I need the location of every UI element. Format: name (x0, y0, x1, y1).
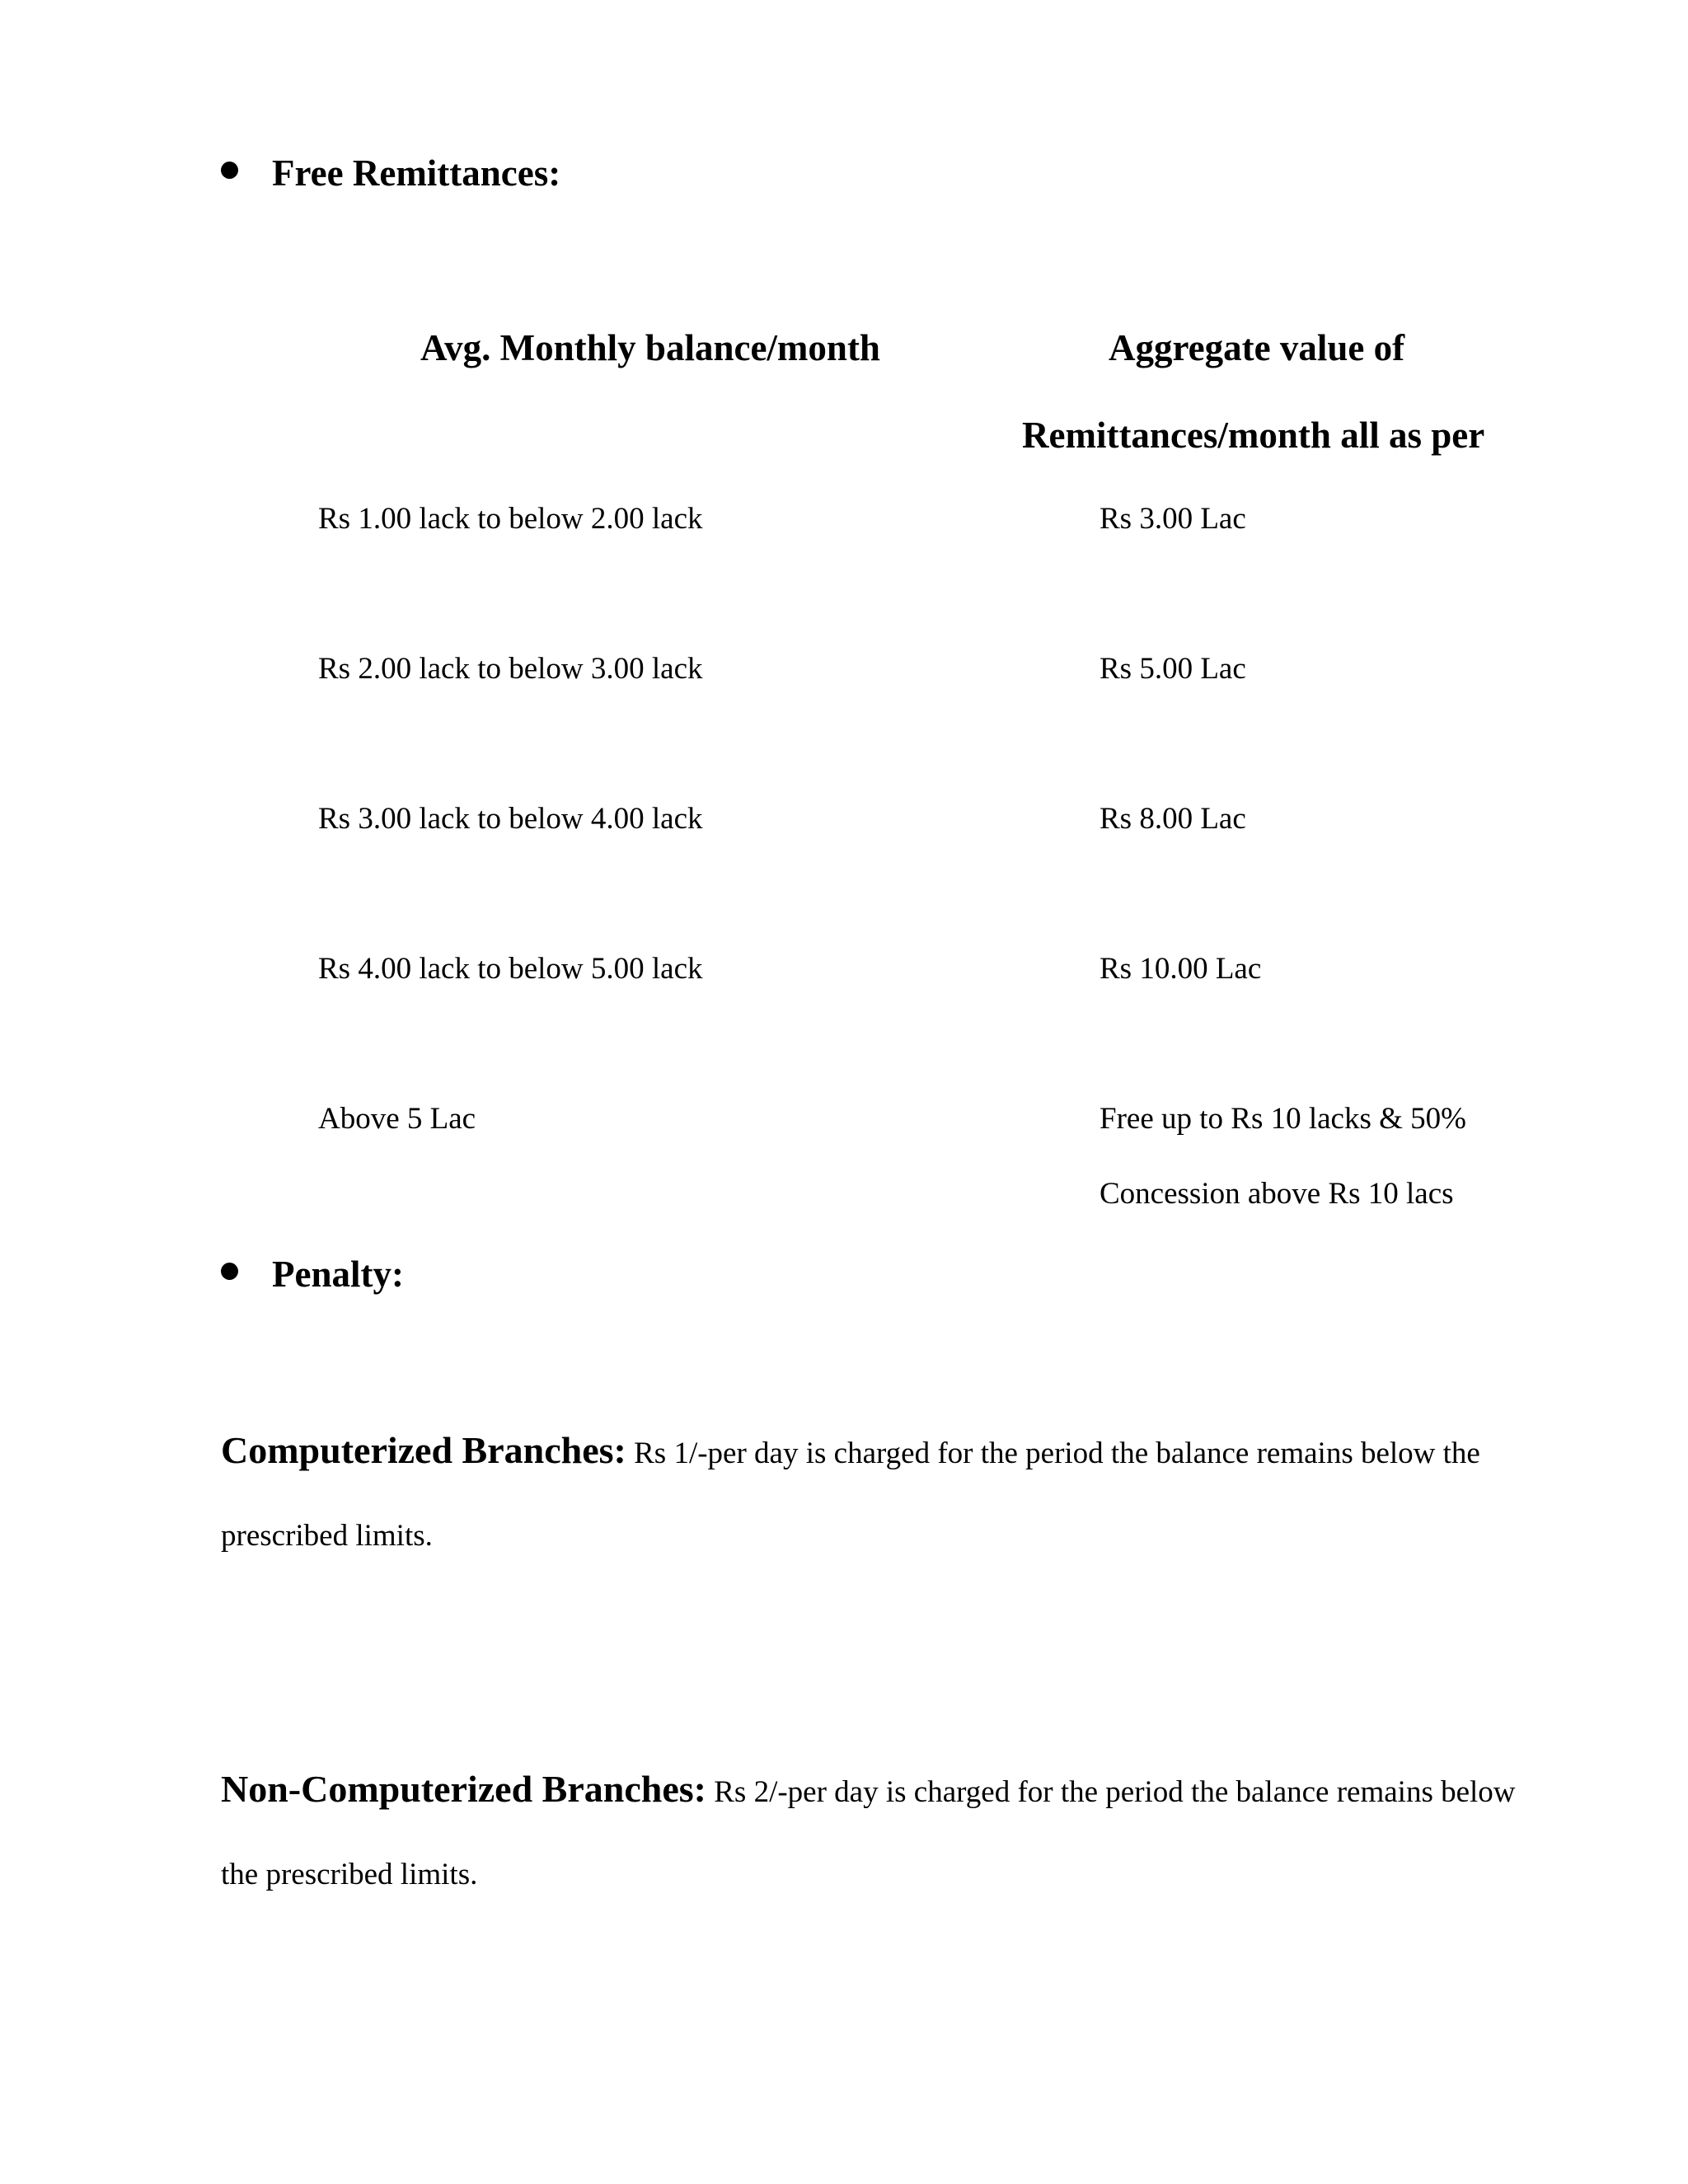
balance-cell: Rs 3.00 lack to below 4.00 lack (318, 802, 703, 836)
penalty-heading-text: Penalty: (272, 1254, 404, 1295)
balance-cell: Above 5 Lac (318, 1102, 476, 1136)
value-cell: Rs 3.00 Lac (1100, 502, 1246, 536)
value-cell: Rs 8.00 Lac (1100, 802, 1246, 836)
non-computerized-branches-label: Non-Computerized Branches: (221, 1768, 706, 1810)
bullet-icon (221, 162, 238, 179)
penalty-heading (272, 1256, 404, 1293)
free-remittances-heading (272, 152, 561, 194)
value-cell-line1: Free up to Rs 10 lacks & 50% (1100, 1102, 1466, 1136)
computerized-branches-text: Rs 1/-per day is charged for the period the balance remains below the prescribed limits. (221, 1436, 1480, 1553)
value-cell: Rs 5.00 Lac (1100, 652, 1246, 686)
computerized-branches-label: Computerized Branches: (221, 1429, 626, 1471)
balance-cell: Rs 1.00 lack to below 2.00 lack (318, 502, 703, 536)
bullet-icon (221, 1263, 238, 1280)
non-computerized-branches-text: Rs 2/-per day is charged for the period the balance remains below the prescribed limits. (221, 1775, 1516, 1891)
value-cell: Rs 10.00 Lac (1100, 952, 1262, 986)
non-computerized-branches-paragraph (221, 1748, 1540, 1916)
free-remittances-heading-text: Free Remittances: (272, 152, 561, 194)
column-header-balance: Avg. Monthly balance/month (420, 327, 880, 368)
value-cell-line2: Concession above Rs 10 lacs (1100, 1177, 1454, 1211)
column-header-aggregate-line2: Remittances/month all as per (1022, 415, 1485, 456)
balance-cell: Rs 4.00 lack to below 5.00 lack (318, 952, 703, 986)
balance-cell: Rs 2.00 lack to below 3.00 lack (318, 652, 703, 686)
computerized-branches-paragraph (221, 1409, 1540, 1577)
column-header-aggregate-line1: Aggregate value of (1109, 327, 1405, 368)
